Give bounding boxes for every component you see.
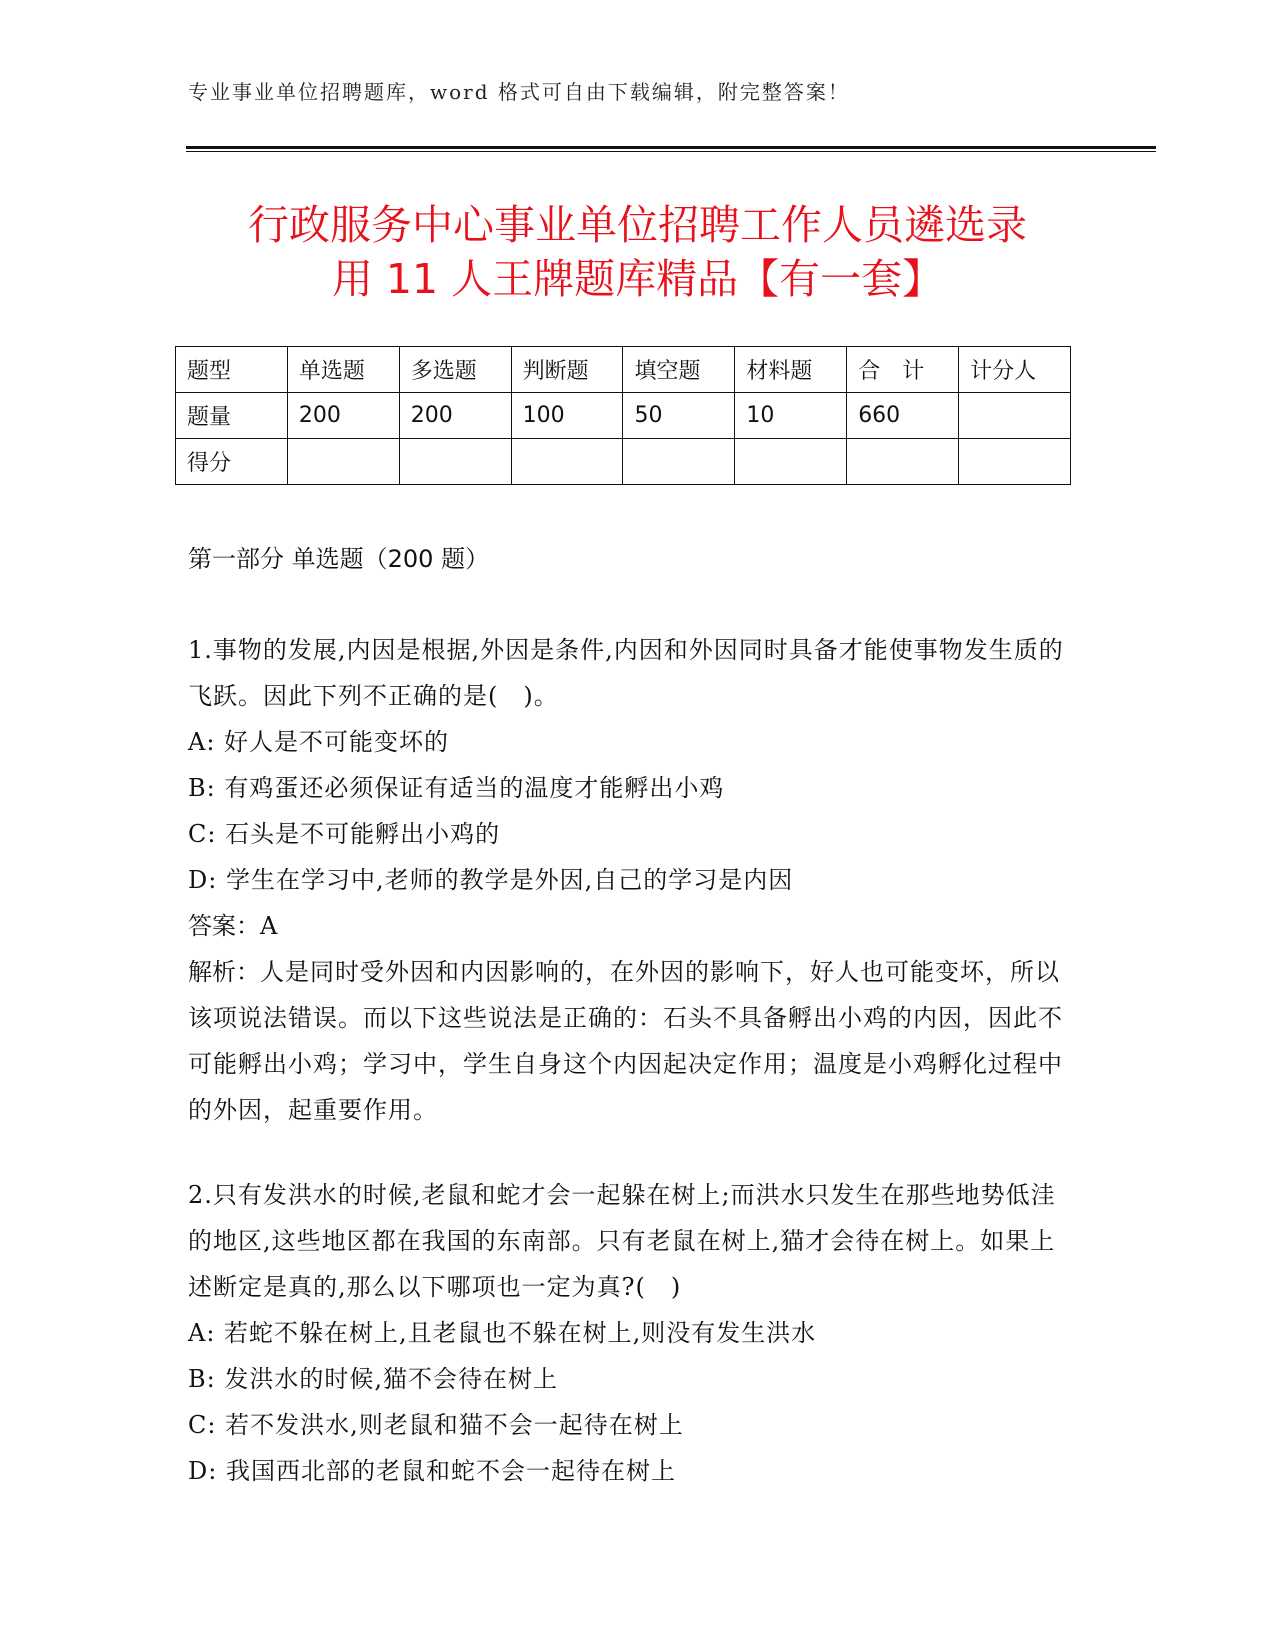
- analysis-label: 解析：: [188, 958, 260, 986]
- question-stem: 1.事物的发展,内因是根据,外因是条件,内因和外因同时具备才能使事物发生质的飞跃。因此下列不正确的是( )。: [188, 636, 1064, 710]
- table-header-row: [176, 347, 1071, 393]
- section-title: 第一部分 单选题（200 题）: [188, 545, 490, 573]
- table-cell: 10: [735, 393, 847, 439]
- table-cell: 200: [399, 393, 511, 439]
- question-stem: 2.只有发洪水的时候,老鼠和蛇才会一起躲在树上;而洪水只发生在那些地势低洼的地区,这些地区都在我国的东南部。只有老鼠在树上,猫才会待在树上。如果上述断定是真的,那么以下哪项也一定为真?( ): [188, 1181, 1056, 1301]
- option-a: A: 若蛇不躲在树上,且老鼠也不躲在树上,则没有发生洪水: [188, 1319, 817, 1347]
- header-rule-thin: [186, 151, 1156, 152]
- table-cell: 单选题: [287, 347, 399, 393]
- question-1: [188, 627, 1078, 1133]
- table-cell: [959, 393, 1071, 439]
- table-cell: [735, 439, 847, 485]
- table-cell: [959, 439, 1071, 485]
- table-cell: 合 计: [847, 347, 959, 393]
- table-cell: [847, 439, 959, 485]
- title-line-1: 行政服务中心事业单位招聘工作人员遴选录: [248, 201, 1027, 249]
- table-cell: 计分人: [959, 347, 1071, 393]
- option-b: B: 有鸡蛋还必须保证有适当的温度才能孵出小鸡: [188, 774, 725, 802]
- answer-value: A: [260, 912, 279, 940]
- analysis-line: [188, 949, 1078, 1133]
- option-d: D: 学生在学习中,老师的教学是外因,自己的学习是内因: [188, 866, 794, 894]
- table-cell: 题量: [176, 393, 288, 439]
- table-cell: [399, 439, 511, 485]
- score-table: [175, 346, 1071, 485]
- table-cell: [623, 439, 735, 485]
- question-2: [188, 1172, 1078, 1494]
- table-cell: 100: [511, 393, 623, 439]
- option-d: D: 我国西北部的老鼠和蛇不会一起待在树上: [188, 1457, 676, 1485]
- option-c: C: 石头是不可能孵出小鸡的: [188, 820, 501, 848]
- table-cell: [287, 439, 399, 485]
- table-cell: 多选题: [399, 347, 511, 393]
- table-row-score: [176, 439, 1071, 485]
- option-a: A: 好人是不可能变坏的: [188, 728, 450, 756]
- option-c: C: 若不发洪水,则老鼠和猫不会一起待在树上: [188, 1411, 684, 1439]
- answer-line: [188, 903, 1078, 949]
- table-cell: 660: [847, 393, 959, 439]
- table-row-count: [176, 393, 1071, 439]
- title-line-2: 用 11 人王牌题库精品【有一套】: [331, 255, 944, 303]
- table-cell: 填空题: [623, 347, 735, 393]
- table-cell: 材料题: [735, 347, 847, 393]
- table-cell: [511, 439, 623, 485]
- table-cell: 题型: [176, 347, 288, 393]
- answer-label: 答案：: [188, 912, 260, 940]
- table-cell: 判断题: [511, 347, 623, 393]
- header-rule-thick: [186, 146, 1156, 149]
- table-cell: 200: [287, 393, 399, 439]
- option-b: B: 发洪水的时候,猫不会待在树上: [188, 1365, 558, 1393]
- analysis-text: 人是同时受外因和内因影响的，在外因的影响下，好人也可能变坏，所以该项说法错误。而以下这些说法是正确的：石头不具备孵出小鸡的内因，因此不可能孵出小鸡；学习中，学生自身这个内因起决定作用；温度是小鸡孵化过程中的外因，起重要作用。: [188, 958, 1063, 1124]
- table-cell: 50: [623, 393, 735, 439]
- table-cell: 得分: [176, 439, 288, 485]
- document-title: [170, 198, 1105, 306]
- header-note: 专业事业单位招聘题库，word 格式可自由下载编辑，附完整答案！: [188, 80, 850, 104]
